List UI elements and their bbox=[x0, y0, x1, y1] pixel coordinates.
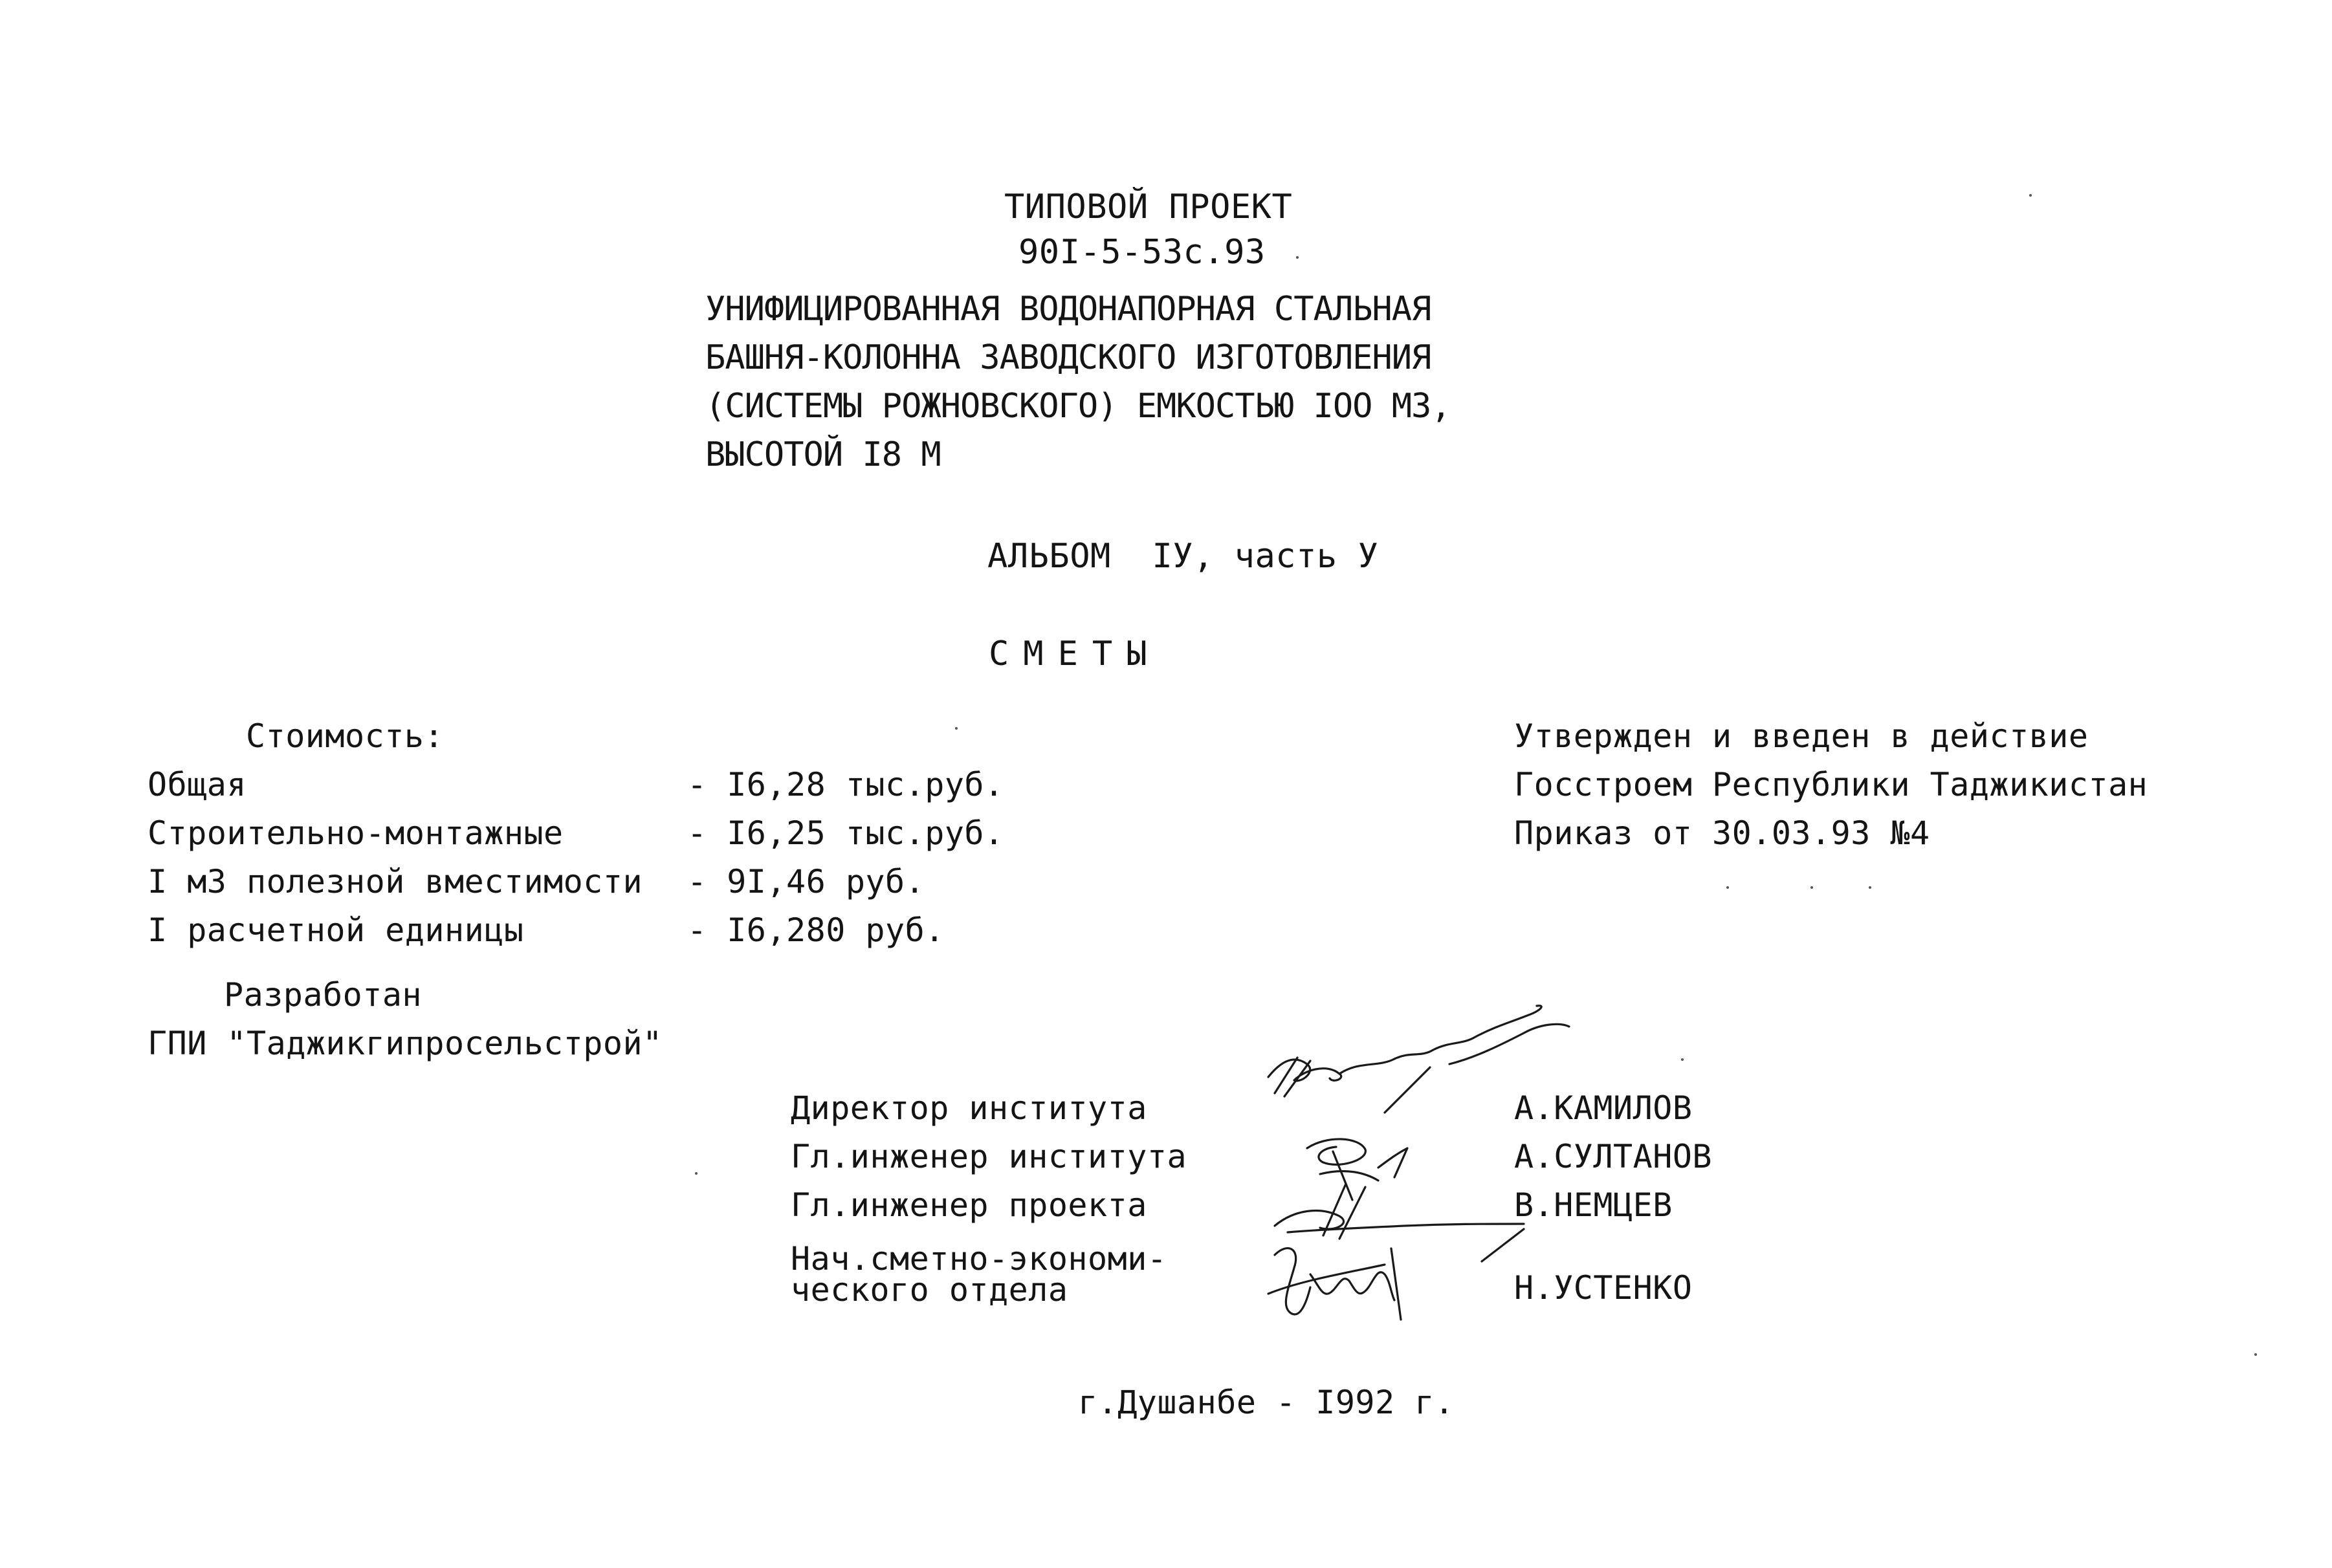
scan-speck bbox=[1869, 886, 1871, 889]
cost-row-value: - I6,280 руб. bbox=[687, 911, 945, 949]
cost-row-label: Общая bbox=[148, 766, 247, 803]
cost-row-value: - I6,25 тыс.руб. bbox=[687, 814, 1004, 852]
approval-line-3: Приказ от 30.03.93 №4 bbox=[1514, 814, 1930, 852]
scan-speck bbox=[1296, 256, 1299, 259]
signatory-name: А.СУЛТАНОВ bbox=[1514, 1138, 1713, 1175]
cost-row-label: Строительно-монтажные bbox=[148, 814, 564, 852]
project-type: ТИПОВОЙ ПРОЕКТ bbox=[1004, 188, 1293, 226]
scan-speck bbox=[2029, 194, 2032, 197]
signatory-name: Н.УСТЕНКО bbox=[1514, 1269, 1693, 1307]
signatory-name: А.КАМИЛОВ bbox=[1514, 1089, 1693, 1127]
scan-speck bbox=[2254, 1353, 2257, 1356]
title-line-1: УНИФИЦИРОВАННАЯ ВОДОНАПОРНАЯ СТАЛЬНАЯ bbox=[705, 290, 1431, 329]
developer-org: ГПИ "Таджикгипросельстрой" bbox=[148, 1025, 663, 1062]
signatory-position: Нач.сметно-экономи- ческого отдела bbox=[791, 1240, 1167, 1309]
album-label: АЛЬБОМ IУ, часть У bbox=[987, 537, 1379, 576]
signatory-name: В.НЕМЦЕВ bbox=[1514, 1186, 1673, 1224]
title-line-4: ВЫСОТОЙ I8 М bbox=[705, 435, 941, 474]
director-signature bbox=[1255, 993, 1618, 1135]
signatory-position: Гл.инженер проекта bbox=[791, 1186, 1147, 1224]
signatory-position: Гл.инженер института bbox=[791, 1138, 1187, 1175]
scan-speck bbox=[1810, 886, 1813, 889]
scan-speck bbox=[955, 727, 958, 730]
cost-row-label: I м3 полезной вместимости bbox=[148, 863, 643, 900]
title-line-3: (СИСТЕМЫ РОЖНОВСКОГО) ЕМКОСТЬЮ IOO МЗ, bbox=[705, 387, 1451, 426]
title-line-2: БАШНЯ-КОЛОННА ЗАВОДСКОГО ИЗГОТОВЛЕНИЯ bbox=[705, 338, 1431, 377]
place-year: г.Душанбе - I992 г. bbox=[1078, 1384, 1455, 1421]
cost-row-label: I расчетной единицы bbox=[148, 911, 524, 949]
scan-speck bbox=[1681, 1058, 1684, 1061]
section-title: СМЕТЫ bbox=[989, 635, 1161, 673]
signatory-position: Директор института bbox=[791, 1089, 1147, 1127]
scan-speck bbox=[1726, 886, 1729, 889]
cost-heading: Стоимость: bbox=[246, 717, 445, 755]
scan-speck bbox=[695, 1172, 698, 1175]
project-code: 90I-5-53c.93 bbox=[1018, 233, 1266, 272]
cost-row-value: - I6,28 тыс.руб. bbox=[687, 766, 1004, 803]
approval-line-2: Госстроем Республики Таджикистан bbox=[1514, 766, 2148, 803]
approval-line-1: Утвержден и введен в действие bbox=[1514, 717, 2089, 755]
developer-label: Разработан bbox=[224, 976, 423, 1014]
cost-row-value: - 9I,46 руб. bbox=[687, 863, 925, 900]
estimating-head-signature bbox=[1262, 1229, 1430, 1333]
